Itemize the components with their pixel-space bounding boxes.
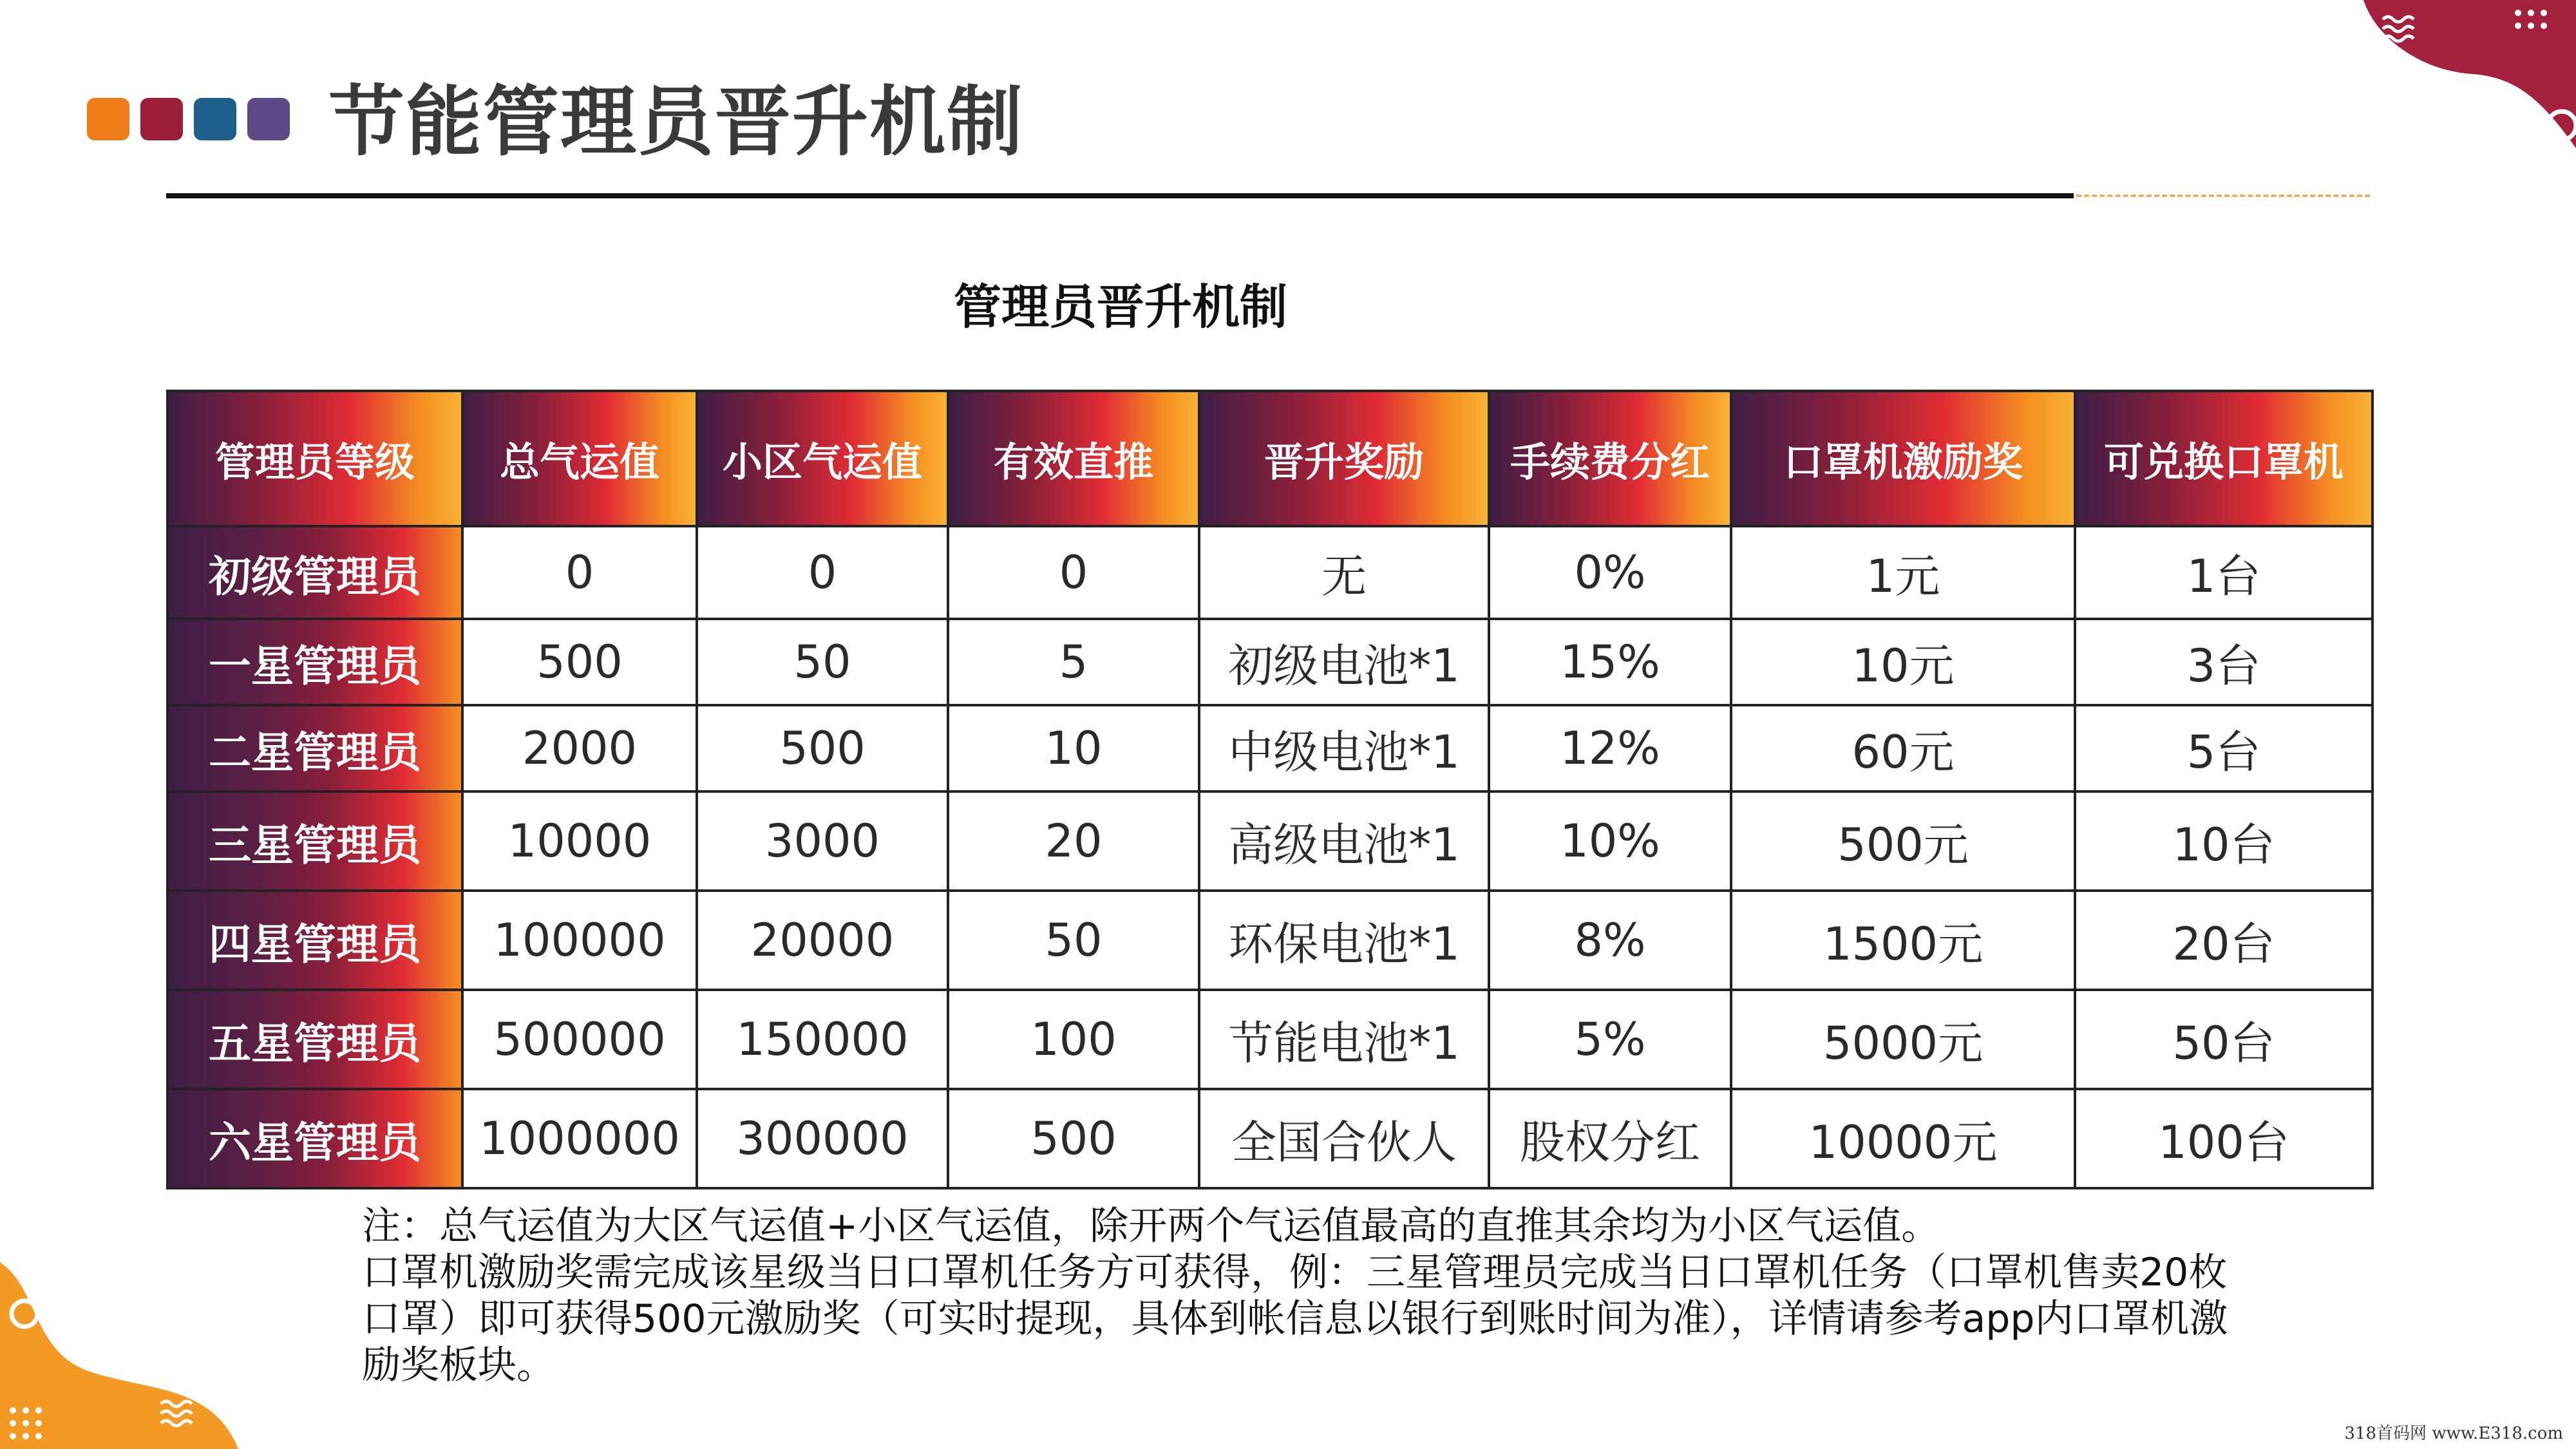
table-cell: 20: [948, 791, 1199, 891]
table-cell: 500000: [462, 990, 697, 1089]
footnote-line: 口罩机激励奖需完成该星级当日口罩机任务方可获得，例：三星管理员完成当日口罩机任务（口罩机售卖20枚口罩）即可获得500元激励奖（可实时提现，具体到帐信息以银行到账时间为准），详情请参考app内口罩机激励奖板块。: [362, 1250, 2228, 1388]
level-cell: 三星管理员: [167, 791, 462, 891]
corner-decoration-bottom-left: [0, 1262, 258, 1449]
table-cell: 20000: [697, 891, 948, 990]
level-cell: 一星管理员: [167, 619, 462, 705]
table-cell: 5台: [2075, 705, 2372, 791]
table-cell: 100: [948, 990, 1199, 1089]
table-cell: 0%: [1489, 526, 1731, 619]
column-header: 晋升奖励: [1199, 391, 1489, 526]
table-cell: 500: [948, 1089, 1199, 1188]
table-cell: 100台: [2075, 1089, 2372, 1188]
table-row: [167, 1089, 2372, 1188]
table-cell: 中级电池*1: [1199, 705, 1489, 791]
table-row: [167, 526, 2372, 619]
table-cell: 500: [697, 705, 948, 791]
table-row: [167, 990, 2372, 1089]
level-cell: 五星管理员: [167, 990, 462, 1089]
column-header: 总气运值: [462, 391, 697, 526]
table-row: [167, 891, 2372, 990]
table-title: 管理员晋升机制: [954, 279, 1287, 335]
level-cell: 初级管理员: [167, 526, 462, 619]
table-cell: 0: [697, 526, 948, 619]
table-cell: 3000: [697, 791, 948, 891]
level-cell: 四星管理员: [167, 891, 462, 990]
table-cell: 1台: [2075, 526, 2372, 619]
table-cell: 15%: [1489, 619, 1731, 705]
table-cell: 12%: [1489, 705, 1731, 791]
level-cell: 六星管理员: [167, 1089, 462, 1188]
table-cell: 10000元: [1731, 1089, 2075, 1188]
table-cell: 10000: [462, 791, 697, 891]
watermark: 318首码网 www.E318.com: [2344, 1424, 2563, 1443]
table-cell: 初级电池*1: [1199, 619, 1489, 705]
table-row: [167, 791, 2372, 891]
table-cell: 高级电池*1: [1199, 791, 1489, 891]
table-cell: 3台: [2075, 619, 2372, 705]
header-square-purple: [247, 98, 290, 140]
title-underline: [166, 193, 2074, 198]
table-cell: 10元: [1731, 619, 2075, 705]
table-cell: 50: [697, 619, 948, 705]
table-cell: 5: [948, 619, 1199, 705]
table-cell: 环保电池*1: [1199, 891, 1489, 990]
table-cell: 500元: [1731, 791, 2075, 891]
header-square-orange: [87, 98, 129, 140]
corner-decoration-top-right: [2331, 0, 2576, 193]
table-cell: 100000: [462, 891, 697, 990]
table-header-row: [167, 391, 2372, 526]
table-cell: 60元: [1731, 705, 2075, 791]
table-cell: 0: [462, 526, 697, 619]
table-cell: 10台: [2075, 791, 2372, 891]
column-header: 小区气运值: [697, 391, 948, 526]
table-cell: 1000000: [462, 1089, 697, 1188]
table-cell: 500: [462, 619, 697, 705]
column-header: 可兑换口罩机: [2075, 391, 2372, 526]
column-header: 管理员等级: [167, 391, 462, 526]
table-cell: 无: [1199, 526, 1489, 619]
table-cell: 50: [948, 891, 1199, 990]
table-cell: 0: [948, 526, 1199, 619]
table-cell: 2000: [462, 705, 697, 791]
header-square-crimson: [140, 98, 183, 140]
table-cell: 1元: [1731, 526, 2075, 619]
level-cell: 二星管理员: [167, 705, 462, 791]
table-cell: 50台: [2075, 990, 2372, 1089]
table-cell: 节能电池*1: [1199, 990, 1489, 1089]
table-cell: 10: [948, 705, 1199, 791]
column-header: 口罩机激励奖: [1731, 391, 2075, 526]
promotion-table: [166, 390, 2374, 1189]
table-cell: 5%: [1489, 990, 1731, 1089]
table-cell: 150000: [697, 990, 948, 1089]
table-cell: 股权分红: [1489, 1089, 1731, 1188]
table-cell: 300000: [697, 1089, 948, 1188]
table-cell: 10%: [1489, 791, 1731, 891]
column-header: 有效直推: [948, 391, 1199, 526]
footnote-line: 注：总气运值为大区气运值+小区气运值，除开两个气运值最高的直推其余均为小区气运值。: [362, 1204, 1940, 1249]
title-underline-dashed: [2076, 194, 2370, 197]
page-title: 节能管理员晋升机制: [328, 77, 1025, 166]
header-square-blue: [194, 98, 236, 140]
column-header: 手续费分红: [1489, 391, 1731, 526]
footnote: [362, 1203, 2230, 1388]
table-row: [167, 705, 2372, 791]
table-cell: 全国合伙人: [1199, 1089, 1489, 1188]
table-cell: 20台: [2075, 891, 2372, 990]
table-cell: 5000元: [1731, 990, 2075, 1089]
table-cell: 1500元: [1731, 891, 2075, 990]
table-row: [167, 619, 2372, 705]
table-cell: 8%: [1489, 891, 1731, 990]
